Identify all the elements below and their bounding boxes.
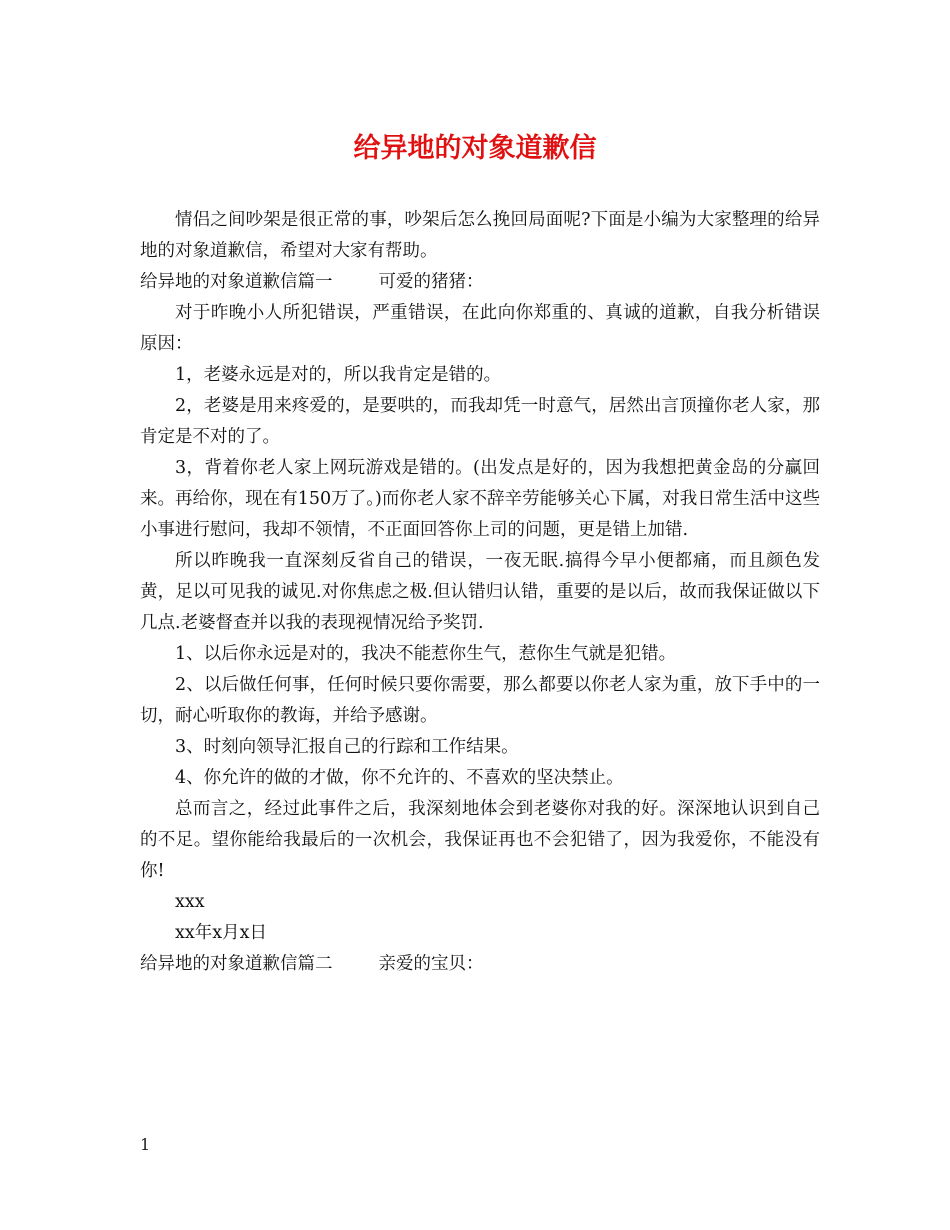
section-2-heading: 给异地的对象道歉信篇二 [140, 954, 333, 974]
body-paragraph-5: 所以昨晚我一直深刻反省自己的错误，一夜无眠.搞得今早小便都痛，而且颜色发黄，足以可见我的诚见.对你焦虑之极.但认错归认错，重要的是以后，故而我保证做以下几点.老婆督查并以我的表现视情况给予奖罚. [140, 551, 820, 633]
body-paragraph-8: 3、时刻向领导汇报自己的行踪和工作结果。 [175, 737, 519, 757]
section-2-salutation: 亲爱的宝贝： [378, 954, 484, 974]
body-paragraph-1: 对于昨晚小人所犯错误，严重错误，在此向你郑重的、真诚的道歉，自我分析错误原因： [140, 303, 820, 354]
section-1-salutation: 可爱的猪猪： [378, 272, 484, 292]
body-paragraph-10: 总而言之，经过此事件之后，我深刻地体会到老婆你对我的好。深深地认识到自己的不足。望你能给我最后的一次机会，我保证再也不会犯错了，因为我爱你，不能没有你! [140, 799, 820, 881]
body-paragraph-2: 1，老婆永远是对的，所以我肯定是错的。 [175, 365, 502, 385]
body-paragraph-6: 1、以后你永远是对的，我决不能惹你生气，惹你生气就是犯错。 [175, 644, 677, 664]
section-1-heading: 给异地的对象道歉信篇一 [140, 272, 333, 292]
body-paragraph-4: 3，背着你老人家上网玩游戏是错的。(出发点是好的，因为我想把黄金岛的分赢回来。再给你，现在有150万了。)而你老人家不辞辛劳能够关心下属，对我日常生活中这些小事进行慰问，我却不领情，不正面回答你上司的问题，更是错上加错. [140, 458, 820, 540]
intro-paragraph: 情侣之间吵架是很正常的事，吵架后怎么挽回局面呢?下面是小编为大家整理的给异地的对象道歉信，希望对大家有帮助。 [140, 210, 820, 261]
page-number: 1 [140, 1135, 151, 1154]
letter-date: xx年x月x日 [175, 923, 267, 943]
document-body [140, 205, 820, 980]
signature: xxx [175, 892, 205, 912]
body-paragraph-9: 4、你允许的做的才做，你不允许的、不喜欢的坚决禁止。 [175, 768, 624, 788]
body-paragraph-3: 2，老婆是用来疼爱的，是要哄的，而我却凭一时意气，居然出言顶撞你老人家，那肯定是不对的了。 [140, 396, 820, 447]
section-1-heading-line [140, 267, 820, 298]
body-paragraph-7: 2、以后做任何事，任何时候只要你需要，那么都要以你老人家为重，放下手中的一切，耐心听取你的教诲，并给予感谢。 [140, 675, 820, 726]
document-title: 给异地的对象道歉信 [353, 133, 597, 164]
section-2-heading-line [140, 949, 820, 980]
